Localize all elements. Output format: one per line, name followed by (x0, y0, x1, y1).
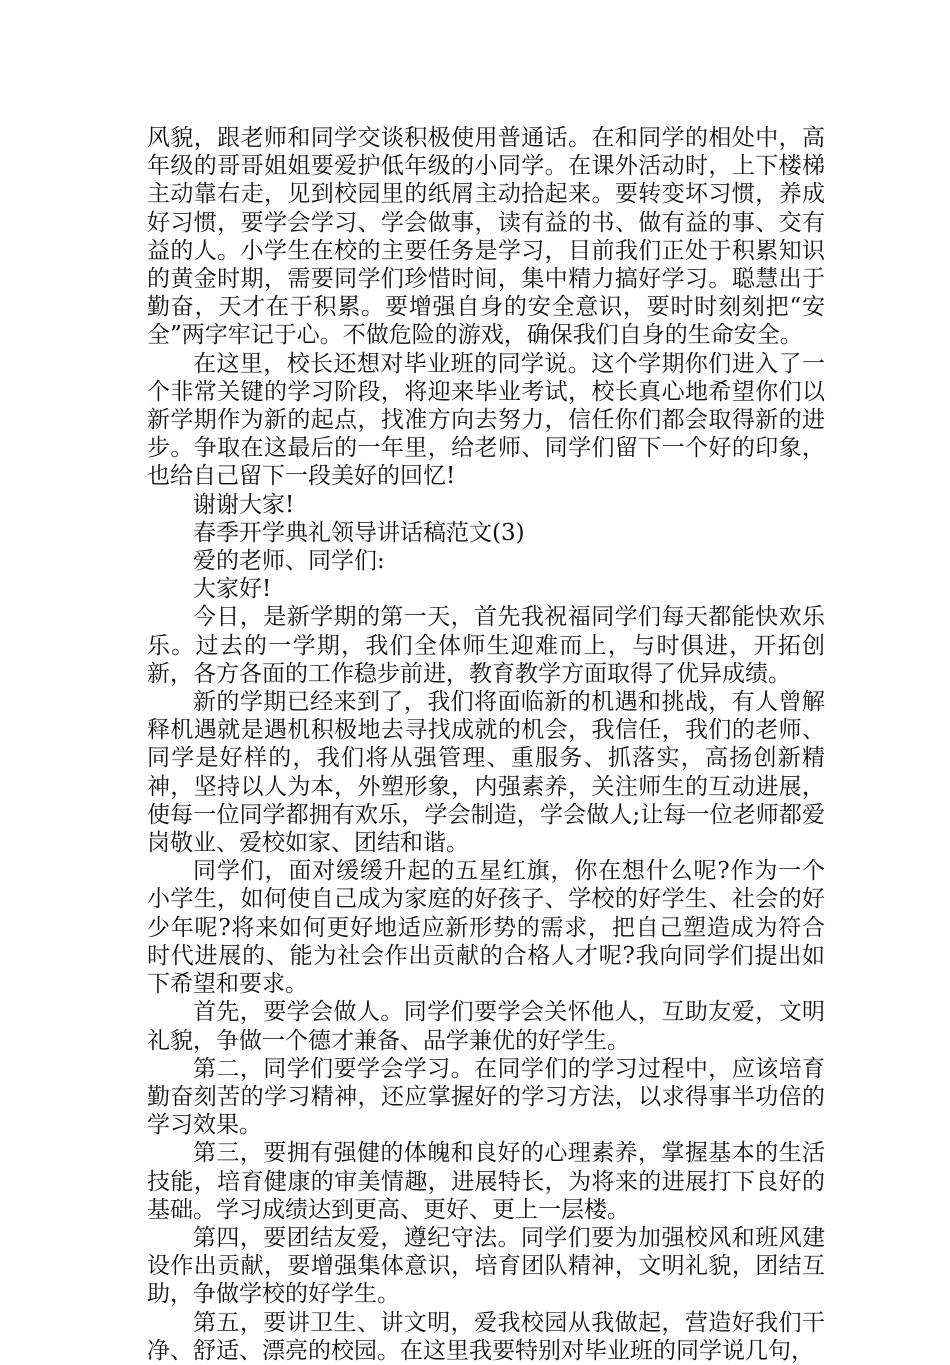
paragraph-fifth-point: 第五，要讲卫生、讲文明，爱我校园从我做起，营造好我们干净、舒适、漂亮的校园。在这里我要特别对毕业班的同学说几句， (147, 1309, 825, 1364)
greeting: 大家好! (193, 576, 272, 603)
paragraph-fourth-point: 第四，要团结友爱，遵纪守法。同学们要为加强校风和班风建设作出贡献，要增强集体意识，培育团队精神，文明礼貌，团结互助，争做学校的好学生。 (147, 1224, 825, 1308)
paragraph-third-point: 第三，要拥有强健的体魄和良好的心理素养，掌握基本的生活技能，培育健康的审美情趣，进展特长，为将来的进展打下良好的基础。学习成绩达到更高、更好、更上一层楼。 (147, 1140, 825, 1223)
paragraph-thanks: 谢谢大家! (193, 491, 295, 518)
paragraph-first-point: 首先，要学会做人。同学们要学会关怀他人，互助友爱，文明礼貌，争做一个德才兼备、品学兼优的好学生。 (147, 999, 825, 1054)
paragraph-second-point: 第二，同学们要学会学习。在同学们的学习过程中，应该培育勤奋刻苦的学习精神，还应掌握好的学习方法，以求得事半功倍的学习效果。 (147, 1055, 825, 1139)
paragraph-continuation: 风貌，跟老师和同学交谈积极使用普通话。在和同学的相处中，高年级的哥哥姐姐要爱护低年级的小同学。在课外活动时，上下楼梯主动靠右走，见到校园里的纸屑主动拾起来。要转变坏习惯，养成好习惯，要学会学习、学会做事，读有益的书、做有益的事、交有益的人。小学生在校的主要任务是学习，目前我们正处于积累知识的黄金时期，需要同学们珍惜时间，集中精力搞好学习。聪慧出于勤奋，天才在于积累。要增强自身的安全意识，要时时刻刻把“安全”两字牢记于心。不做危险的游戏，确保我们自身的生命安全。 (147, 125, 825, 349)
paragraph-new-semester: 新的学期已经来到了，我们将面临新的机遇和挑战，有人曾解释机遇就是遇机积极地去寻找成就的机会，我信任，我们的老师、同学是好样的，我们将从强管理、重服务、抓落实，高扬创新精神，坚持以人为本，外塑形象，内强素养，关注师生的互动进展，使每一位同学都拥有欢乐，学会制造，学会做人;让每一位老师都爱岗敬业、爱校如家、团结和谐。 (147, 689, 825, 857)
paragraph-flag: 同学们，面对缓缓升起的五星红旗，你在想什么呢?作为一个小学生，如何使自己成为家庭的好孩子、学校的好学生、社会的好少年呢?将来如何更好地适应新形势的需求，把自己塑造成为符合时代进展的、能为社会作出贡献的合格人才呢?我向同学们提出如下希望和要求。 (147, 858, 825, 998)
paragraph-graduates: 在这里，校长还想对毕业班的同学说。这个学期你们进入了一个非常关键的学习阶段，将迎来毕业考试，校长真心地希望你们以新学期作为新的起点，找准方向去努力，信任你们都会取得新的进步。争取在这最后的一年里，给老师、同学们留下一个好的印象，也给自己留下一段美好的回忆! (147, 350, 825, 490)
salutation: 爱的老师、同学们: (193, 548, 385, 575)
paragraph-first-day: 今日，是新学期的第一天，首先我祝福同学们每天都能快欢乐乐。过去的一学期，我们全体师生迎难而上，与时俱进，开拓创新，各方各面的工作稳步前进，教育教学方面取得了优异成绩。 (147, 604, 825, 687)
document-body (147, 124, 825, 1365)
section-title: 春季开学典礼领导讲话稿范文(3) (193, 519, 525, 546)
